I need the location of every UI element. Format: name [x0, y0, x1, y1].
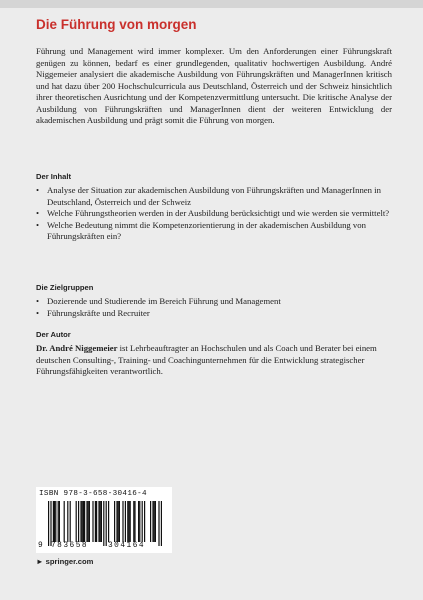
- barcode-bar: [70, 501, 71, 542]
- barcode-first-digit: 9: [38, 542, 43, 550]
- barcode-bars: [36, 487, 172, 547]
- barcode-bar: [84, 501, 85, 542]
- barcode-bar: [144, 501, 145, 542]
- list-item: [36, 220, 396, 243]
- barcode-bar: [125, 501, 126, 542]
- barcode-bar: [106, 501, 107, 546]
- barcode-bar: [161, 501, 162, 546]
- barcode-left-digits: 783658: [51, 542, 89, 550]
- list-item-text: Führungskräfte und Recruiter: [47, 307, 150, 318]
- barcode-bar: [128, 501, 129, 542]
- barcode-bar: [158, 501, 159, 546]
- barcode-bar: [142, 501, 143, 542]
- barcode-bar: [150, 501, 151, 542]
- list-item-text: Welche Führungstheorien werden in der Ausbildung berücksichtigt und wie werden sie vermittelt?: [47, 208, 390, 219]
- barcode-bar: [116, 501, 117, 542]
- barcode-bar: [76, 501, 77, 542]
- list-item: [36, 208, 396, 220]
- barcode-bar: [154, 501, 155, 542]
- arrow-right-icon: ►: [36, 557, 44, 566]
- barcode-bar: [54, 501, 55, 542]
- barcode-bar: [82, 501, 83, 542]
- barcode-bar: [122, 501, 123, 542]
- barcode-right-digits: 304164: [108, 542, 146, 550]
- bullet-icon: •: [36, 307, 40, 318]
- barcode-bar: [138, 501, 139, 542]
- barcode-bar: [67, 501, 68, 542]
- publisher-url: springer.com: [45, 557, 94, 566]
- barcode-bar: [95, 501, 96, 542]
- barcode-bar: [108, 501, 109, 542]
- list-item-text: Dozierende und Studierende im Bereich Führung und Management: [47, 296, 281, 306]
- barcode-bar: [53, 501, 54, 542]
- barcode-bar: [89, 501, 90, 542]
- barcode-bar: [100, 501, 101, 542]
- barcode-label: [36, 487, 172, 553]
- barcode-bar: [58, 501, 59, 542]
- barcode-bar: [96, 501, 97, 542]
- barcode-bar: [78, 501, 79, 542]
- author-bio-text: ist Lehrbeauftragter an Hochschulen und als Coach und Berater bei einem deutschen Consulting-, Training- und Coachingunternehmen für die Entwicklung strategischer Führungsfähigkeiten verantwortlich.: [36, 343, 377, 377]
- bullet-icon: •: [36, 208, 40, 219]
- section-autor: [36, 330, 396, 378]
- barcode-bar: [139, 501, 140, 542]
- barcode-bar: [133, 501, 134, 542]
- barcode-bar: [114, 501, 115, 542]
- barcode-bar: [118, 501, 119, 542]
- list-item-text: Analyse der Situation zur akademischen Ausbildung von Führungskräften und ManagerInnen in Deutschland, Österreich und der Schweiz: [47, 185, 381, 207]
- bullet-icon: •: [36, 296, 40, 306]
- cover-title: Die Führung von morgen: [36, 17, 197, 32]
- bullet-icon: •: [36, 185, 40, 195]
- section-zielgruppen: [36, 283, 396, 319]
- barcode-bar: [80, 501, 81, 542]
- barcode-bar: [101, 501, 102, 542]
- intro-paragraph: Führung und Management wird immer komplexer. Um den Anforderungen einer Führungskraft genügen zu können, bedarf es einer grundlegenden, qualitativ hochwertigen Ausbildung. André Niggemeier analysiert die akademische Ausbildung von Führungskräften und ManagerInnen kritisch und hat dazu über 200 Hochschulcurricula aus Deutschland, Österreich und der Schweiz hinsichtlich ihrer theoretischen Ausrichtung und der Kompetenzvermittlung untersucht. Die kritische Analyse der Ausbildung von Führungskräften und ManagerInnen dient der weiteren Entwicklung der akademischen Ausbildung und prägt somit die Führung von morgen.: [36, 46, 392, 126]
- top-band: [0, 0, 423, 8]
- section-heading-autor: Der Autor: [36, 330, 71, 339]
- zielgruppen-list: [36, 296, 396, 319]
- barcode-bar: [88, 501, 89, 542]
- barcode-digits: [36, 542, 172, 552]
- bullet-icon: •: [36, 219, 40, 230]
- barcode-bar: [119, 501, 120, 542]
- list-item: [36, 296, 396, 308]
- barcode-bar: [134, 501, 135, 542]
- barcode-bar: [50, 501, 51, 546]
- author-name: Dr. André Niggemeier: [36, 343, 118, 353]
- barcode-bar: [155, 501, 156, 542]
- barcode-bar: [86, 501, 87, 542]
- barcode-bar: [127, 501, 128, 542]
- list-item: [36, 185, 396, 208]
- barcode-bar: [130, 501, 131, 542]
- barcode-bar: [59, 501, 60, 542]
- section-heading-zielgruppen: Die Zielgruppen: [36, 283, 94, 292]
- publisher-link[interactable]: [36, 557, 93, 566]
- section-inhalt: [36, 172, 396, 243]
- barcode-bar: [103, 501, 104, 546]
- barcode-bar: [48, 501, 49, 546]
- section-heading-inhalt: Der Inhalt: [36, 172, 72, 181]
- barcode-bar: [64, 501, 65, 542]
- inhalt-list: [36, 185, 396, 243]
- list-item-text: Welche Bedeutung nimmt die Kompetenzorientierung in der akademischen Ausbildung von Führungskräften ein?: [47, 219, 366, 242]
- list-item: [36, 308, 396, 320]
- barcode-bar: [152, 501, 153, 542]
- barcode-bar: [92, 501, 93, 542]
- barcode-bar: [83, 501, 84, 542]
- author-bio: [36, 343, 396, 378]
- barcode-bar: [98, 501, 99, 542]
- isbn-text: ISBN 978-3-658-30416-4: [39, 490, 147, 498]
- barcode-bar: [55, 501, 56, 542]
